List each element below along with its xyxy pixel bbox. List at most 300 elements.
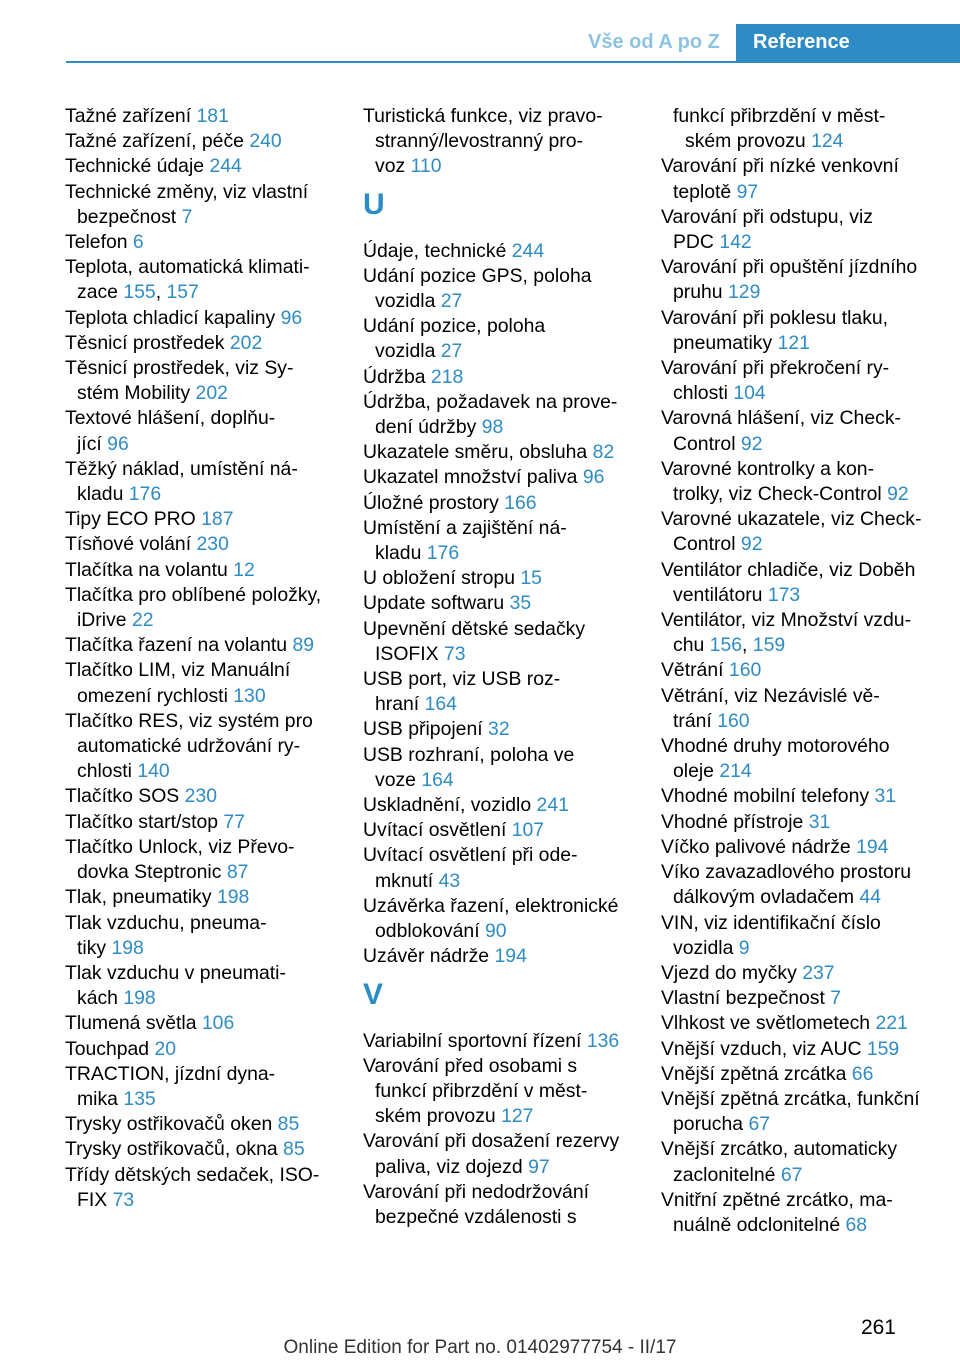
- index-entry: [65, 709, 355, 785]
- page-reference-link[interactable]: 159: [866, 1037, 900, 1060]
- index-entry-text: Control: [673, 533, 736, 556]
- index-entry-text: pneumatiky: [673, 331, 773, 354]
- index-entry-text: Třídy dětských sedaček, ISO-: [65, 1163, 320, 1186]
- index-entry-text: voz: [375, 155, 406, 178]
- page-reference-link[interactable]: 198: [123, 987, 156, 1010]
- index-entry-text: Těžký náklad, umístění ná-: [65, 457, 298, 480]
- page-reference-link[interactable]: 176: [128, 483, 162, 506]
- page-reference-link[interactable]: 202: [195, 382, 228, 405]
- index-entry: [363, 1029, 653, 1054]
- page-reference-link[interactable]: 166: [504, 491, 537, 514]
- index-entry-text: Varovné ukazatele, viz Check-: [661, 508, 922, 531]
- page-reference-link[interactable]: 97: [736, 180, 759, 203]
- index-entry: [65, 180, 355, 230]
- index-entry-text: Technické změny, viz vlastní: [65, 180, 309, 203]
- index-entry-text: Těsnicí prostředek, viz Sy-: [65, 357, 294, 380]
- index-entry-text: Údržba: [363, 365, 426, 388]
- index-entry-text: Uvítací osvětlení: [363, 819, 507, 842]
- index-entry-text: stém Mobility: [77, 382, 191, 405]
- index-entry-text: Varování při poklesu tlaku,: [661, 306, 889, 329]
- index-entry: [363, 390, 653, 440]
- index-entry-text: bezpečné vzdálenosti s: [375, 1205, 577, 1228]
- index-entry: [65, 1037, 355, 1062]
- page-header: [0, 24, 960, 62]
- index-entry-text: Tlačítko LIM, viz Manuální: [65, 659, 291, 682]
- page-reference-link[interactable]: 160: [717, 709, 750, 732]
- index-entry-text: Varování při nízké venkovní: [661, 155, 899, 178]
- page-reference-link[interactable]: 98: [481, 416, 504, 439]
- section-tab-reference: [736, 24, 960, 61]
- page-reference-link[interactable]: 15: [520, 567, 542, 590]
- index-entry-text: Tlačítko Unlock, viz Převo-: [65, 835, 295, 858]
- index-entry-text: Variabilní sportovní řízení: [363, 1029, 582, 1052]
- index-entry: [65, 558, 355, 583]
- index-entry-text: chu: [673, 634, 705, 657]
- index-column-1: [65, 104, 355, 1213]
- page-reference-link[interactable]: 85: [277, 1113, 300, 1136]
- index-entry-text: Tažné zařízení, péče: [65, 130, 244, 153]
- index-entry: [363, 566, 653, 591]
- index-entry: [65, 1163, 355, 1213]
- index-entry-text: Udání pozice, poloha: [363, 315, 546, 338]
- index-entry-text: Varování před osobami s: [363, 1054, 578, 1077]
- index-entry: [65, 406, 355, 456]
- index-entry-text: Větrání: [661, 659, 724, 682]
- index-entry: [363, 743, 653, 793]
- page-reference-link[interactable]: 230: [184, 785, 217, 808]
- index-entry: [363, 239, 653, 264]
- index-entry: [65, 1011, 355, 1036]
- page-reference-link[interactable]: 7: [181, 205, 193, 228]
- index-entry-text: ském provozu: [685, 130, 806, 153]
- index-entry-text: Tlak, pneumatiky: [65, 886, 212, 909]
- index-entry-text: Varování při překročení ry-: [661, 357, 890, 380]
- page-reference-link[interactable]: 129: [728, 281, 761, 304]
- index-entry: [661, 835, 951, 860]
- index-entry: [65, 507, 355, 532]
- index-entry-text: Tlak vzduchu v pneumati-: [65, 961, 286, 984]
- index-entry-text: dovka Steptronic: [77, 861, 222, 884]
- index-entry-text: zace: [77, 281, 118, 304]
- page-reference-link[interactable]: 96: [280, 306, 303, 329]
- index-entry: [661, 684, 951, 734]
- index-entry-text: Varovná hlášení, viz Check-: [661, 407, 901, 430]
- index-entry-text: Umístění a zajištění ná-: [363, 516, 567, 539]
- index-entry: [363, 617, 653, 667]
- index-entry: Teplota, automatická klimati- zace 155, 157: [65, 256, 310, 304]
- page-reference-link[interactable]: 130: [233, 684, 266, 707]
- page-reference-link[interactable]: 20: [154, 1037, 177, 1060]
- page-reference-link[interactable]: 73: [112, 1188, 135, 1211]
- section-tab-reference-label: Reference: [753, 31, 850, 53]
- index-entry-text: Vnější zpětná zrcátka: [661, 1062, 847, 1085]
- index-entry-text: Vlhkost ve světlometech: [661, 1012, 871, 1035]
- index-entry-text: oleje: [673, 760, 714, 783]
- page-reference-link[interactable]: 96: [582, 466, 605, 489]
- index-entry: [363, 793, 653, 818]
- page-reference-link[interactable]: 92: [740, 533, 763, 556]
- index-entry-text: omezení rychlosti: [77, 684, 228, 707]
- index-entry-text: Teplota, automatická klimati-: [65, 256, 310, 279]
- index-entry-text: bezpečnost: [77, 205, 177, 228]
- page-reference-link[interactable]: 198: [111, 936, 144, 959]
- footer-edition: Online Edition for Part no. 01402977754 - II/17: [283, 1337, 677, 1358]
- index-entry: [65, 306, 355, 331]
- page-reference-link[interactable]: 92: [740, 432, 763, 455]
- page-reference-link[interactable]: 127: [501, 1105, 534, 1128]
- index-entry-text: Update softwaru: [363, 592, 505, 615]
- index-entry: [65, 835, 355, 885]
- index-entry-text: Vhodné druhy motorového: [661, 735, 890, 758]
- page-reference-link[interactable]: 198: [216, 886, 250, 909]
- index-entry-text: vozidla: [375, 290, 436, 313]
- page-reference-link[interactable]: 89: [292, 634, 315, 657]
- index-entry-text: nuálně odclonitelné: [673, 1213, 841, 1236]
- index-entry-text: trolky, viz Check-Control: [673, 483, 882, 506]
- page-reference-link[interactable]: 237: [802, 961, 835, 984]
- index-entry-text: Tlačítka řazení na volantu: [65, 634, 288, 657]
- index-entry: [661, 961, 951, 986]
- page-reference-link[interactable]: 107: [511, 819, 545, 842]
- page-reference-link[interactable]: 85: [283, 1138, 305, 1161]
- page-reference-link[interactable]: 202: [229, 331, 263, 354]
- index-entry: [65, 230, 355, 255]
- index-entry: [363, 717, 653, 742]
- index-entry-text: vozidla: [375, 340, 436, 363]
- index-entry-text: teplotě: [673, 180, 732, 203]
- index-entry-text: Uzávěrka řazení, elektronické: [363, 894, 619, 917]
- index-entry-text: USB připojení: [363, 718, 483, 741]
- page-reference-link[interactable]: 27: [440, 340, 463, 363]
- index-entry-text: chlosti: [77, 760, 132, 783]
- page-reference-link[interactable]: 12: [233, 558, 255, 581]
- index-entry: [363, 1129, 653, 1179]
- index-entry-text: ISOFIX: [375, 642, 439, 665]
- index-entry-text: U obložení stropu: [363, 567, 515, 590]
- index-entry-text: Tlačítko start/stop: [65, 810, 219, 833]
- index-entry: [661, 406, 951, 456]
- index-entry: [661, 457, 951, 507]
- index-entry: [363, 944, 653, 969]
- index-entry: [65, 532, 355, 557]
- page-reference-link[interactable]: 244: [511, 239, 545, 262]
- page-reference-link[interactable]: 22: [131, 609, 154, 632]
- page-reference-link[interactable]: 240: [249, 130, 282, 153]
- page-reference-link[interactable]: 157: [166, 281, 199, 304]
- index-entry-text: hraní: [375, 693, 420, 716]
- page-reference-link[interactable]: 241: [536, 794, 569, 817]
- index-entry-text: Vnější zpětná zrcátka, funkční: [661, 1087, 920, 1110]
- index-entry-text: kladu: [375, 542, 422, 565]
- index-entry-text: TRACTION, jízdní dyna-: [65, 1062, 276, 1085]
- index-entry-text: Údržba, požadavek na prove-: [363, 390, 618, 413]
- index-entry-text: Udání pozice GPS, poloha: [363, 264, 592, 287]
- page-reference-link[interactable]: 194: [494, 945, 527, 968]
- page-reference-link[interactable]: 87: [226, 861, 249, 884]
- index-entry-text: Tlačítka na volantu: [65, 558, 228, 581]
- section-tab-index: Vše od A po Z: [588, 31, 720, 53]
- page-reference-link[interactable]: 164: [421, 768, 454, 791]
- index-entry-text: iDrive: [77, 609, 127, 632]
- index-entry: [65, 457, 355, 507]
- index-entry: [363, 843, 653, 893]
- index-entry-text: Turistická funkce, viz pravo-: [363, 105, 603, 127]
- index-entry-text: Těsnicí prostředek: [65, 331, 225, 354]
- index-entry-text: Tlačítko SOS: [65, 785, 180, 808]
- index-entry-text: Vhodné mobilní telefony: [661, 785, 870, 808]
- page-reference-link[interactable]: 181: [196, 105, 229, 127]
- index-entry: [661, 104, 951, 154]
- index-entry-text: Víko zavazadlového prostoru: [661, 861, 912, 884]
- index-entry-text: tiky: [77, 936, 107, 959]
- page-reference-link[interactable]: 176: [426, 542, 460, 565]
- index-entry: [363, 591, 653, 616]
- index-entry-text: ském provozu: [375, 1105, 496, 1128]
- index-entry: [65, 104, 355, 129]
- page-reference-link[interactable]: 35: [509, 592, 532, 615]
- index-entry: [65, 331, 355, 356]
- index-entry: [661, 1087, 951, 1137]
- index-entry-text: funkcí přibrzdění v měst-: [673, 105, 886, 127]
- index-entry: [661, 1011, 951, 1036]
- index-entry: [661, 1137, 951, 1187]
- page-reference-link[interactable]: 82: [592, 441, 615, 464]
- index-entry: [363, 365, 653, 390]
- index-entry-text: Tlak vzduchu, pneuma-: [65, 911, 267, 934]
- index-entry-text: Tlačítko RES, viz systém pro: [65, 709, 313, 732]
- index-entry: [65, 911, 355, 961]
- index-entry: [661, 507, 951, 557]
- page-reference-link[interactable]: 73: [443, 642, 466, 665]
- page-reference-link[interactable]: 31: [808, 810, 831, 833]
- page-reference-link[interactable]: 66: [851, 1062, 874, 1085]
- page-reference-link[interactable]: 218: [430, 365, 464, 388]
- index-entry: [661, 658, 951, 683]
- page-reference-link[interactable]: 159: [752, 634, 786, 657]
- index-entry-text: Trysky ostřikovačů, okna: [65, 1138, 278, 1161]
- page-reference-link[interactable]: 173: [767, 583, 801, 606]
- index-entry-text: funkcí přibrzdění v měst-: [375, 1079, 588, 1102]
- index-entry-text: Varovné kontrolky a kon-: [661, 457, 875, 480]
- index-entry-text: Vhodné přístroje: [661, 810, 804, 833]
- page-reference-link[interactable]: 244: [209, 155, 242, 178]
- index-entry-text: Uskladnění, vozidlo: [363, 794, 532, 817]
- index-entry: [65, 633, 355, 658]
- index-entry-text: Větrání, viz Nezávislé vě-: [661, 684, 880, 707]
- index-entry: [65, 810, 355, 835]
- index-letter-heading: V: [363, 977, 384, 1011]
- index-entry: [65, 658, 355, 708]
- index-entry: [363, 818, 653, 843]
- header-rule: [66, 61, 960, 63]
- page-reference-link[interactable]: 32: [488, 718, 510, 741]
- index-entry: [661, 860, 951, 910]
- index-entry-text: Uvítací osvětlení při ode-: [363, 844, 578, 867]
- index-entry-text: chlosti: [673, 382, 728, 405]
- index-entry: [661, 356, 951, 406]
- index-entry-text: automatické udržování ry-: [77, 735, 301, 758]
- page-reference-link[interactable]: 230: [196, 533, 229, 556]
- index-letter-heading: U: [363, 187, 385, 221]
- page-reference-link[interactable]: 160: [728, 659, 762, 682]
- index-entry-text: VIN, viz identifikační číslo: [661, 911, 881, 934]
- index-entry-text: Tipy ECO PRO: [65, 508, 196, 531]
- index-entry-text: Vnější zrcátko, automaticky: [661, 1138, 898, 1161]
- index-entry-text: Touchpad: [65, 1037, 150, 1060]
- index-entry-text: Údaje, technické: [363, 239, 507, 262]
- index-entry-text: vozidla: [673, 936, 734, 959]
- index-entry: [661, 810, 951, 835]
- index-entry: [363, 440, 653, 465]
- index-entry-text: Upevnění dětské sedačky: [363, 617, 586, 640]
- index-entry: [661, 154, 951, 204]
- index-entry: [661, 255, 951, 305]
- index-column-3: [661, 104, 951, 1238]
- index-entry: [65, 356, 355, 406]
- page-reference-link[interactable]: 140: [137, 760, 170, 783]
- index-entry: [661, 986, 951, 1011]
- page-reference-link[interactable]: 44: [859, 886, 882, 909]
- index-entry: [65, 1062, 355, 1112]
- page-reference-link[interactable]: 187: [201, 508, 234, 531]
- page-reference-link[interactable]: 214: [719, 760, 752, 783]
- index-entry: [363, 104, 653, 180]
- index-entry-text: Varování při opuštění jízdního: [661, 256, 918, 279]
- index-entry: [661, 1062, 951, 1087]
- index-entry-text: jící: [77, 432, 102, 455]
- page-reference-link[interactable]: 136: [586, 1029, 620, 1052]
- index-entry-text: porucha: [673, 1113, 744, 1136]
- index-entry-text: Varování při nedodržování: [363, 1180, 590, 1203]
- index-entry: [65, 784, 355, 809]
- index-entry-text: Varování při dosažení rezervy: [363, 1130, 620, 1153]
- index-entry-text: Ventilátor chladiče, viz Doběh: [661, 558, 916, 581]
- index-entry-text: Teplota chladicí kapaliny: [65, 306, 276, 329]
- page-reference-link[interactable]: 135: [123, 1087, 156, 1110]
- page-reference-link[interactable]: 43: [438, 869, 461, 892]
- index-entry: [65, 885, 355, 910]
- index-entry: [363, 894, 653, 944]
- page-reference-link[interactable]: 6: [132, 231, 144, 254]
- index-entry: [363, 1054, 653, 1130]
- index-entry-text: Textové hlášení, doplňu-: [65, 407, 276, 430]
- index-entry-text: Tlačítka pro oblíbené položky,: [65, 583, 322, 606]
- page-reference-link[interactable]: 90: [484, 920, 507, 943]
- index-entry-text: Tažné zařízení: [65, 105, 192, 127]
- page-reference-link[interactable]: 27: [440, 290, 463, 313]
- index-entry: [363, 1180, 653, 1230]
- page-reference-link[interactable]: 77: [223, 810, 245, 833]
- index-entry-text: paliva, viz dojezd: [375, 1155, 523, 1178]
- page-reference-link[interactable]: 106: [201, 1012, 235, 1035]
- index-entry-text: dálkovým ovladačem: [673, 886, 855, 909]
- index-entry-text: Ventilátor, viz Množství vzdu-: [661, 609, 912, 632]
- index-entry-text: trání: [673, 709, 712, 732]
- index-entry: [661, 205, 951, 255]
- index-entry-text: Ukazatel množství paliva: [363, 466, 578, 489]
- page-reference-link[interactable]: 124: [811, 130, 844, 153]
- index-entry: [363, 314, 653, 364]
- index-entry: [363, 264, 653, 314]
- index-entry: [661, 1037, 951, 1062]
- index-entry-text: zaclonitelné: [673, 1163, 776, 1186]
- index-entry-text: ventilátoru: [673, 583, 763, 606]
- index-entry-text: mknutí: [375, 869, 434, 892]
- page-reference-link[interactable]: 156: [709, 634, 743, 657]
- index-entry: [661, 734, 951, 784]
- index-entry-text: PDC: [673, 231, 714, 254]
- index-entry: [363, 516, 653, 566]
- index-entry: [65, 961, 355, 1011]
- index-entry-text: voze: [375, 768, 416, 791]
- page-reference-link[interactable]: 155: [123, 281, 156, 304]
- index-entry: [661, 1188, 951, 1238]
- page-reference-link[interactable]: 142: [719, 231, 752, 254]
- page-reference-link[interactable]: 31: [874, 785, 897, 808]
- page-reference-link[interactable]: 7: [830, 987, 842, 1010]
- index-entry-text: USB port, viz USB roz-: [363, 668, 561, 691]
- index-entry: [661, 911, 951, 961]
- page-reference-link[interactable]: 67: [780, 1163, 803, 1186]
- index-entry-text: Vnější vzduch, viz AUC: [661, 1037, 862, 1060]
- index-entry: [65, 1112, 355, 1137]
- index-entry-text: Víčko palivové nádrže: [661, 835, 851, 858]
- index-entry: [363, 667, 653, 717]
- page-reference-link[interactable]: 96: [107, 432, 129, 455]
- page-reference-link[interactable]: 194: [856, 835, 889, 858]
- index-entry-text: USB rozhraní, poloha ve: [363, 743, 575, 766]
- index-entry-text: kách: [77, 987, 118, 1010]
- index-entry: Ventilátor, viz Množství vzdu- chu 156, 159: [661, 609, 912, 657]
- index-entry-text: Tísňové volání: [65, 533, 192, 556]
- index-entry-text: Uzávěr nádrže: [363, 945, 490, 968]
- index-entry-text: odblokování: [375, 920, 480, 943]
- index-entry-text: Vjezd do myčky: [661, 961, 797, 984]
- index-entry: [65, 1137, 355, 1162]
- index-entry-text: Control: [673, 432, 736, 455]
- page-reference-link[interactable]: 221: [875, 1012, 908, 1035]
- page-reference-link[interactable]: 92: [887, 483, 909, 506]
- index-entry: [65, 129, 355, 154]
- index-entry: [661, 784, 951, 809]
- index-entry-text: Tlumená světla: [65, 1012, 197, 1035]
- index-entry-text: FIX: [77, 1188, 108, 1211]
- index-entry-text: Úložné prostory: [363, 491, 499, 514]
- index-entry-text: Varování při odstupu, viz: [661, 205, 873, 228]
- index-entry-text: Technické údaje: [65, 155, 205, 178]
- page-reference-link[interactable]: 164: [424, 693, 457, 716]
- index-entry: [661, 558, 951, 608]
- index-entry-text: kladu: [77, 483, 124, 506]
- page-reference-link[interactable]: 121: [777, 331, 810, 354]
- index-entry: [65, 583, 355, 633]
- index-column-2: [363, 104, 653, 1230]
- index-entry: [661, 306, 951, 356]
- index-entry: [65, 154, 355, 179]
- page-reference-link[interactable]: 67: [748, 1113, 771, 1136]
- index-entry-text: pruhu: [673, 281, 723, 304]
- page-number: 261: [860, 1316, 896, 1339]
- page-reference-link[interactable]: 110: [410, 155, 442, 178]
- page-reference-link[interactable]: 68: [845, 1213, 868, 1236]
- index-entry-text: Ukazatele směru, obsluha: [363, 441, 588, 464]
- page-reference-link[interactable]: 104: [733, 382, 766, 405]
- index-entry-text: dení údržby: [375, 416, 477, 439]
- index-entry-text: Trysky ostřikovačů oken: [65, 1113, 273, 1136]
- index-entry-text: Vnitřní zpětné zrcátko, ma-: [661, 1188, 893, 1211]
- page-reference-link[interactable]: 9: [738, 936, 750, 959]
- page-reference-link[interactable]: 97: [528, 1155, 550, 1178]
